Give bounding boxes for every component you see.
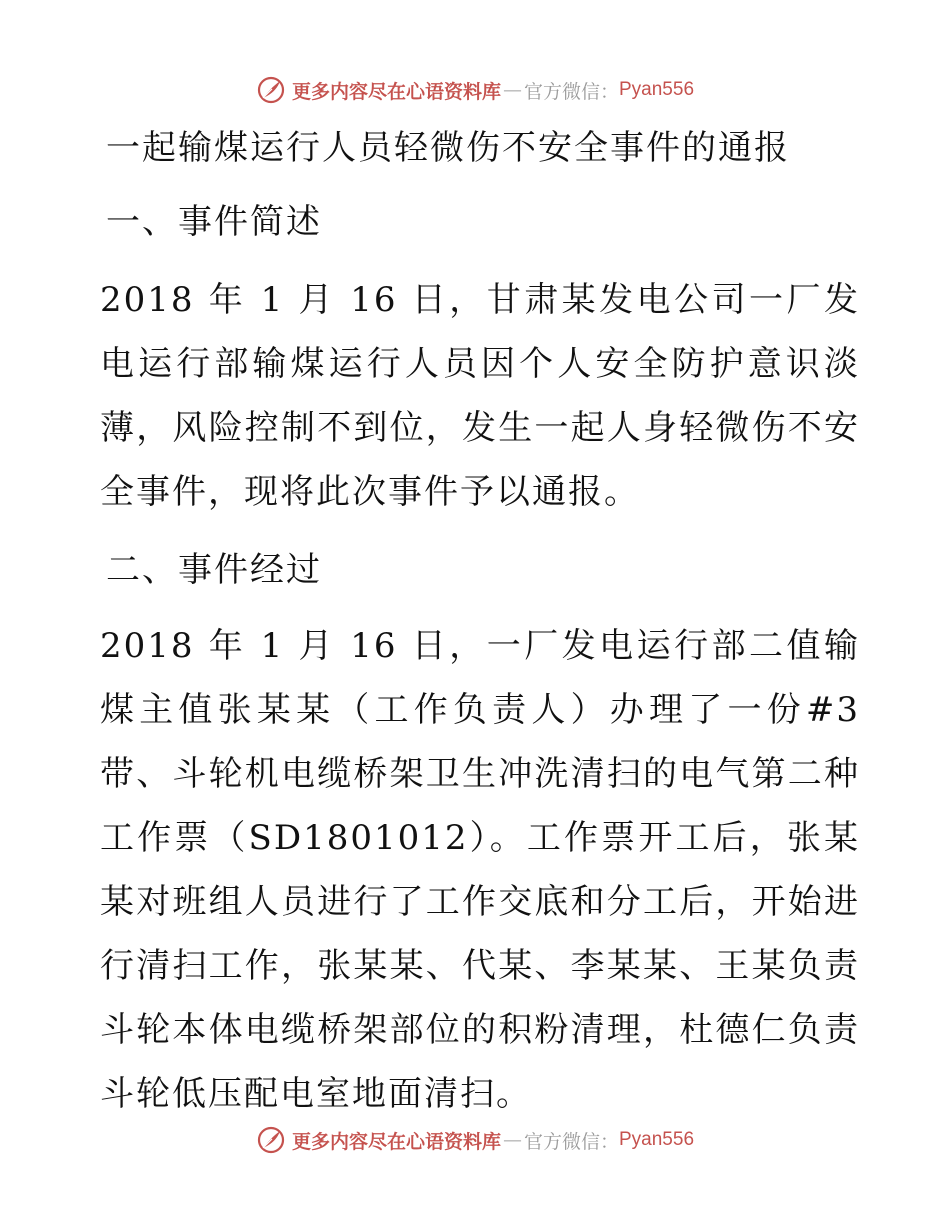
footer-watermark-banner bbox=[0, 1120, 950, 1160]
banner-separator: — bbox=[502, 79, 522, 101]
feather-pen-logo-icon bbox=[256, 1125, 286, 1155]
banner-subtext: 官方微信： bbox=[523, 80, 619, 103]
section-paragraph-process: 2018 年 1 月 16 日，一厂发电运行部二值输煤主值张某某（工作负责人）办理了一份#3 带、斗轮机电缆桥架卫生冲洗清扫的电气第二种工作票（SD1801012）。工作票开工后，张某某对班组人员进行了工作交底和分工后，开始进行清扫工作，张某某、代某、李某某、王某负责斗轮本体电缆桥架部位的积粉清理，杜德仁负责斗轮低压配电室地面清扫。 bbox=[100, 626, 860, 1114]
feather-pen-logo-icon bbox=[256, 75, 286, 105]
banner-subtext: 官方微信： bbox=[523, 1130, 619, 1153]
header-watermark-banner bbox=[0, 70, 950, 110]
banner-text: 更多内容尽在心语资料库 bbox=[291, 80, 501, 103]
banner-separator: — bbox=[502, 1129, 522, 1151]
section-heading-summary: 一、事件简述 bbox=[106, 202, 322, 242]
document-body bbox=[100, 122, 860, 1126]
banner-text: 更多内容尽在心语资料库 bbox=[291, 1130, 501, 1153]
banner-wechat-id: Pyan556 bbox=[619, 1129, 695, 1150]
document-title: 一起输煤运行人员轻微伤不安全事件的通报 bbox=[106, 128, 790, 168]
banner-wechat-id: Pyan556 bbox=[619, 79, 695, 100]
section-heading-process: 二、事件经过 bbox=[106, 550, 322, 590]
section-paragraph-summary: 2018 年 1 月 16 日，甘肃某发电公司一厂发电运行部输煤运行人员因个人安全防护意识淡薄，风险控制不到位，发生一起人身轻微伤不安全事件，现将此次事件予以通报。 bbox=[100, 280, 860, 512]
